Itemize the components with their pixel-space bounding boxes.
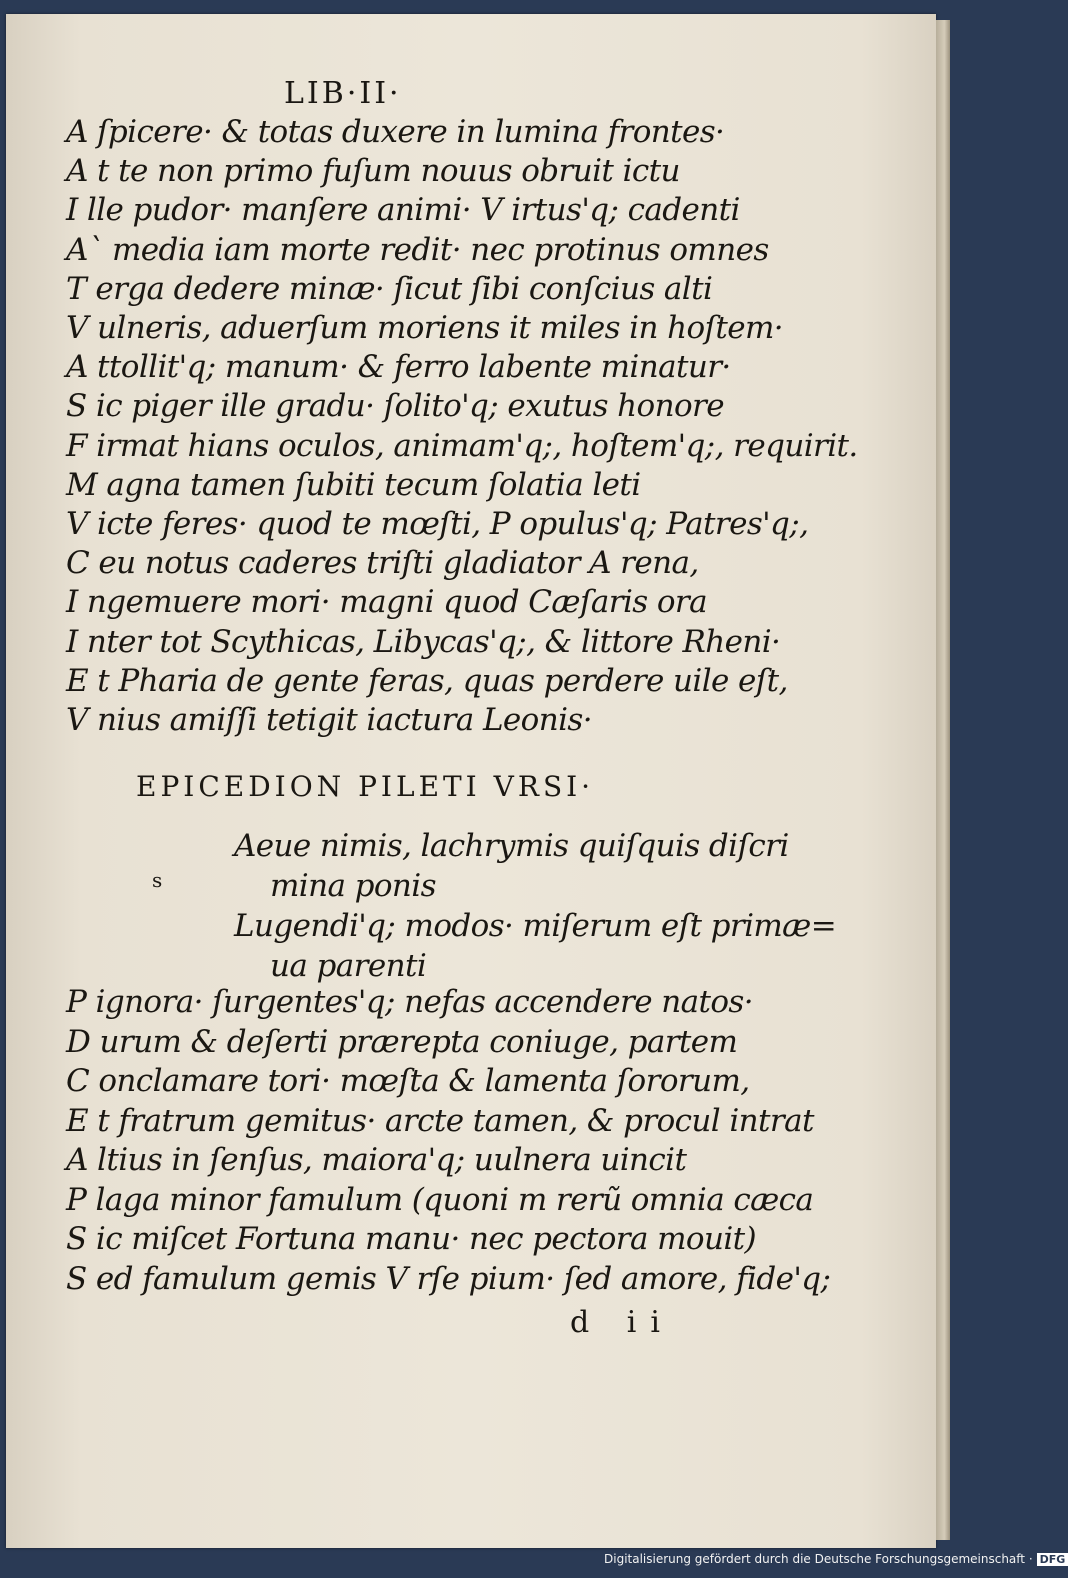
verse-line: A ttollit'q; manum· & ferro labente minatur· (66, 349, 731, 386)
verse-line: P ignora· ſurgentes'q; nefas accendere natos· (66, 984, 753, 1020)
verse-line: D urum & deſerti prærepta coniuge, partem (66, 1023, 738, 1060)
section-title: EPICEDION PILETI VRSI· (136, 770, 595, 803)
page-edge (936, 20, 950, 1540)
verse-line: C onclamare tori· mœſta & lamenta ſororum, (66, 1063, 750, 1099)
verse-line: I ngemuere mori· magni quod Cæſaris ora (66, 584, 707, 621)
footer-text: Digitalisierung gefördert durch die Deutsche Forschungsgemeinschaft · (604, 1552, 1033, 1566)
verse-line: Lugendi'q; modos· miſerum eſt primæ= (234, 908, 837, 944)
verse-line: S ed famulum gemis V rſe pium· ſed amore, fide'q; (66, 1260, 831, 1297)
verse-line: A ltius in ſenſus, maiora'q; uulnera uincit (66, 1142, 687, 1178)
verse-line: A ſpicere· & totas duxere in lumina frontes· (66, 114, 725, 150)
verse-line: E t fratrum gemitus· arcte tamen, & procul intrat (66, 1102, 814, 1139)
verse-line: mina ponis (270, 868, 436, 904)
verse-line: A` media iam morte redit· nec protinus omnes (66, 231, 769, 268)
running-header: LIB·II· (284, 76, 402, 111)
verse-line: S ic piger ille gradu· ſolito'q; exutus honore (66, 388, 725, 425)
verse-line: C eu notus caderes triſti gladiator A rena, (66, 545, 699, 582)
verse-line: S ic miſcet Fortuna manu· nec pectora mouit) (66, 1221, 757, 1257)
margin-marker: s (152, 868, 163, 892)
dfg-logo: DFG (1037, 1553, 1068, 1566)
verse-line: A t te non primo fuſum nouus obruit ictu (66, 153, 680, 190)
verse-line: E t Pharia de gente feras, quas perdere uile eſt, (66, 662, 788, 699)
verse-line: F irmat hians oculos, animam'q;, hoſtem'q;, requirit. (66, 427, 858, 464)
verse-line: I lle pudor· manſere animi· V irtus'q; cadenti (66, 192, 740, 229)
verse-line: V icte feres· quod te mœſti, P opulus'q; Patres'q;, (66, 506, 809, 542)
verse-line: V nius amiſſi tetigit iactura Leonis· (66, 702, 592, 738)
verse-line: ua parenti (270, 948, 427, 984)
verse-line: V ulneris, aduerſum moriens it miles in hoſtem· (66, 310, 784, 346)
verse-line: P laga minor famulum (quoni m rerũ omnia cæca (66, 1181, 814, 1218)
digitization-footer (604, 1552, 1066, 1574)
verse-line: T erga dedere minæ· ſicut ſibi conſcius alti (66, 270, 713, 307)
verse-line: I nter tot Scythicas, Libycas'q;, & littore Rheni· (66, 623, 781, 660)
signature-mark: d ii (570, 1305, 674, 1340)
verse-line: Aeue nimis, lachrymis quiſquis diſcri (234, 828, 789, 864)
verse-line: M agna tamen ſubiti tecum ſolatia leti (66, 466, 641, 503)
